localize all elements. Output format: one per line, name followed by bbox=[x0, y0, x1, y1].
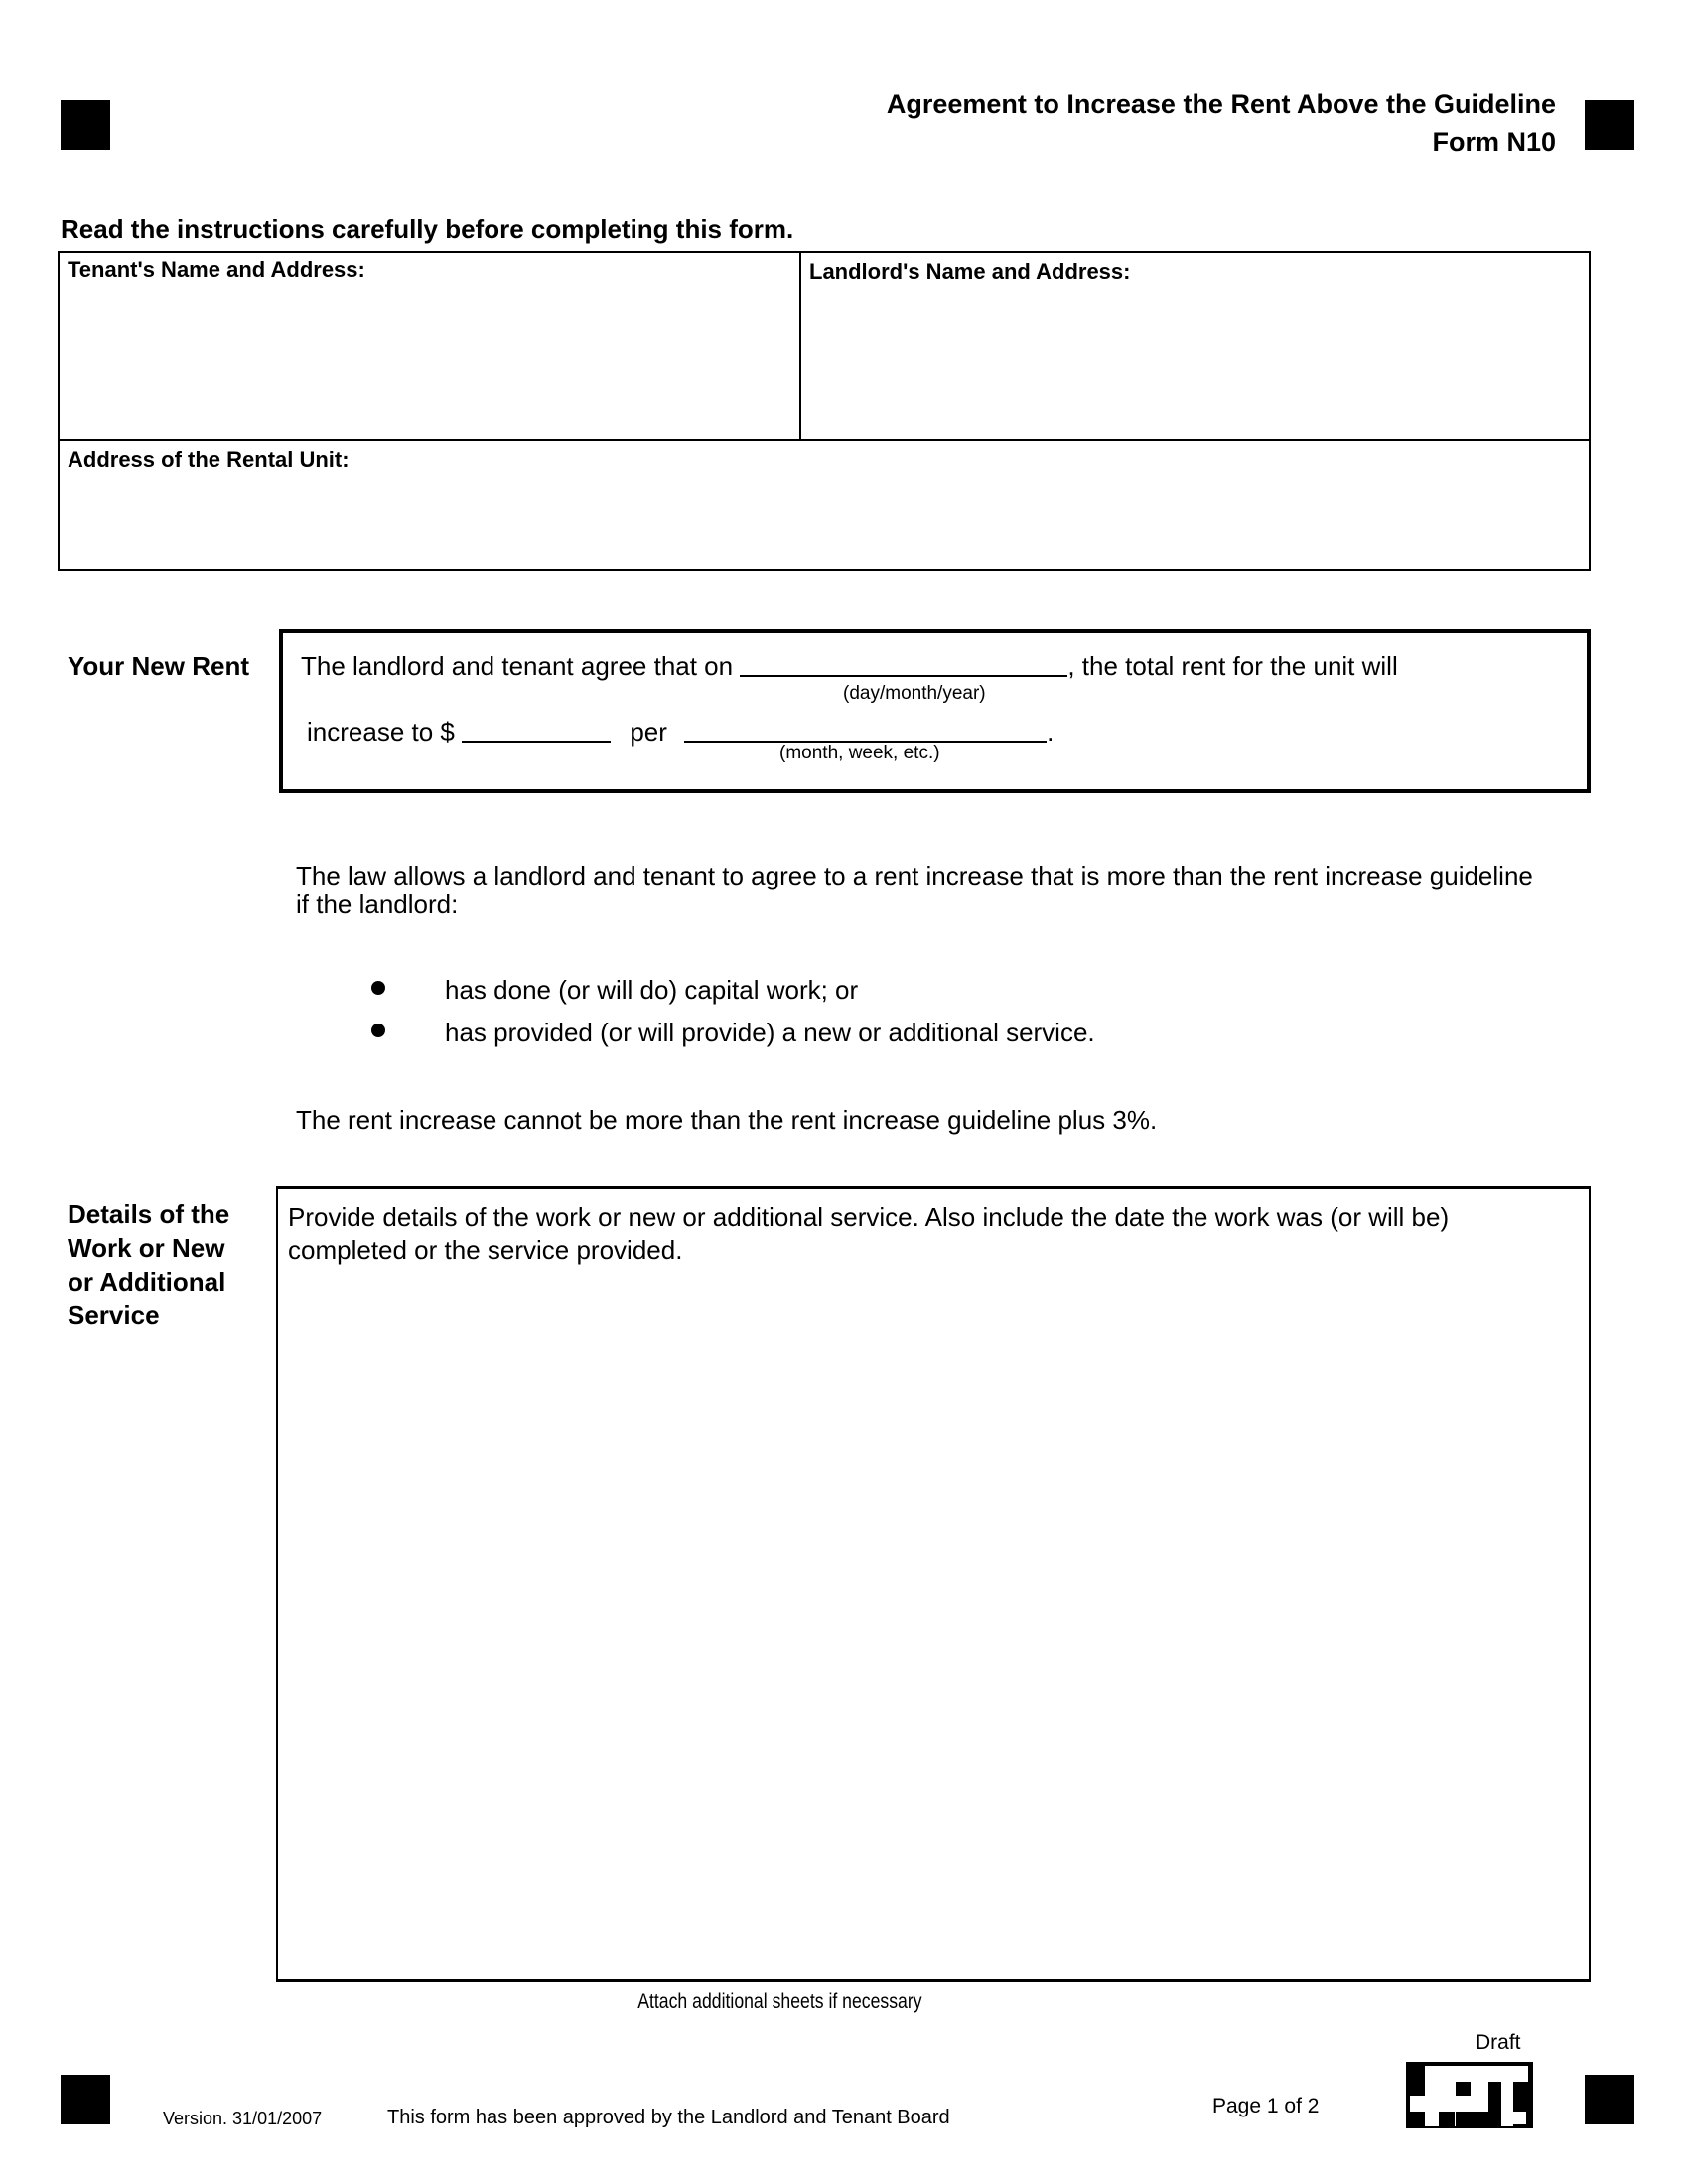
rent-amount-field[interactable] bbox=[462, 717, 611, 743]
law-limit: The rent increase cannot be more than the rent increase guideline plus 3%. bbox=[296, 1105, 1158, 1135]
period-hint: (month, week, etc.) bbox=[779, 743, 940, 763]
parties-box bbox=[58, 251, 1591, 571]
new-rent-line-2 bbox=[307, 715, 1054, 748]
new-rent-line-1 bbox=[301, 649, 1398, 682]
instructions-notice: Read the instructions carefully before completing this form. bbox=[61, 214, 794, 244]
details-label-line: Details of the bbox=[68, 1199, 230, 1229]
tenant-name-address-label: Tenant's Name and Address: bbox=[68, 257, 365, 282]
approval-statement: This form has been approved by the Landlord and Tenant Board bbox=[387, 2107, 950, 2128]
registration-mark-bottom-right bbox=[1585, 2075, 1634, 2124]
new-rent-per-label: per bbox=[630, 717, 667, 747]
form-number: Form N10 bbox=[1432, 127, 1556, 157]
bullet-icon bbox=[371, 1024, 385, 1037]
page-number: Page 1 of 2 bbox=[1212, 2095, 1320, 2117]
new-rent-line1-prefix: The landlord and tenant agree that on bbox=[301, 651, 734, 681]
attach-sheets-note: Attach additional sheets if necessary bbox=[637, 1990, 922, 2013]
bullet-icon bbox=[371, 981, 385, 995]
draft-label: Draft bbox=[1476, 2031, 1521, 2054]
form-title bbox=[887, 85, 1556, 161]
details-box[interactable] bbox=[276, 1186, 1591, 1982]
form-id-barcode-icon bbox=[1406, 2062, 1533, 2128]
new-rent-section-label: Your New Rent bbox=[68, 651, 249, 681]
landlord-name-address-field[interactable] bbox=[801, 253, 1589, 439]
rent-period-field[interactable] bbox=[684, 717, 1047, 743]
rental-unit-address-field[interactable] bbox=[60, 441, 1589, 569]
new-rent-box bbox=[279, 629, 1591, 793]
registration-mark-top-left bbox=[61, 100, 110, 150]
details-label-line: Service bbox=[68, 1300, 160, 1330]
new-rent-line1-suffix: , the total rent for the unit will bbox=[1067, 651, 1398, 681]
rental-unit-address-label: Address of the Rental Unit: bbox=[68, 447, 350, 472]
form-title-main: Agreement to Increase the Rent Above the Guideline bbox=[886, 89, 1556, 119]
registration-mark-top-right bbox=[1585, 100, 1634, 150]
details-label-line: Work or New bbox=[68, 1233, 225, 1263]
new-rent-line2-prefix: increase to $ bbox=[307, 717, 455, 747]
version-label: Version. 31/01/2007 bbox=[163, 2109, 323, 2128]
new-rent-line2-end: . bbox=[1047, 717, 1055, 747]
landlord-name-address-label: Landlord's Name and Address: bbox=[809, 259, 1131, 284]
registration-mark-bottom-left bbox=[61, 2075, 110, 2124]
details-label-line: or Additional bbox=[68, 1267, 226, 1297]
law-intro: The law allows a landlord and tenant to agree to a rent increase that is more than the rent increase guideline if the landlord: bbox=[296, 861, 1533, 919]
details-section-label bbox=[68, 1197, 229, 1332]
law-bullet-1: has done (or will do) capital work; or bbox=[445, 975, 859, 1005]
effective-date-field[interactable] bbox=[740, 651, 1067, 677]
tenant-name-address-field[interactable] bbox=[60, 253, 799, 439]
details-prompt: Provide details of the work or new or additional service. Also include the date the work was (or will be) completed or the service provided. bbox=[288, 1202, 1450, 1265]
law-bullet-2: has provided (or will provide) a new or additional service. bbox=[445, 1018, 1095, 1047]
date-format-hint: (day/month/year) bbox=[843, 683, 986, 704]
